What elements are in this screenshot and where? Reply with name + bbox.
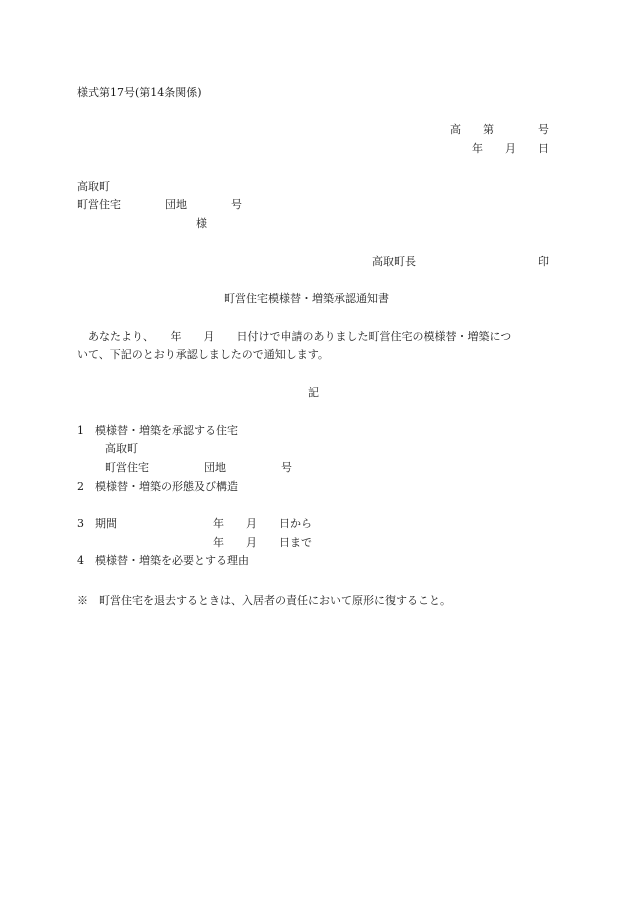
item-3-from: 年 月 日から bbox=[213, 517, 312, 530]
body-text-line-2: いて、下記のとおり承認しましたので通知します。 bbox=[77, 348, 329, 361]
issuer-name: 高取町長 bbox=[372, 255, 416, 268]
item-3-heading: 3 期間 bbox=[77, 517, 117, 530]
recipient-honorific: 様 bbox=[196, 217, 207, 230]
seal-mark: 印 bbox=[538, 255, 549, 268]
form-number: 様式第17号(第14条関係) bbox=[77, 86, 202, 99]
item-2-heading: 2 模様替・増築の形態及び構造 bbox=[77, 480, 238, 493]
note: ※ 町営住宅を退去するときは、入居者の責任において原形に復すること。 bbox=[77, 594, 451, 607]
recipient-address: 町営住宅 団地 号 bbox=[77, 198, 242, 211]
document-title: 町営住宅模様替・増築承認通知書 bbox=[224, 292, 389, 305]
body-text-line-1: あなたより、 年 月 日付けで申請のありました町営住宅の模様替・増築につ bbox=[88, 330, 512, 343]
item-1-address: 町営住宅 団地 号 bbox=[105, 461, 292, 474]
document-date: 年 月 日 bbox=[472, 142, 549, 155]
item-1-heading: 1 模様替・増築を承認する住宅 bbox=[77, 424, 238, 437]
ki-heading: 記 bbox=[308, 386, 319, 399]
recipient-town: 高取町 bbox=[77, 180, 110, 193]
item-4-heading: 4 模様替・増築を必要とする理由 bbox=[77, 554, 249, 567]
item-3-to: 年 月 日まで bbox=[213, 536, 312, 549]
document-number: 高 第 号 bbox=[450, 123, 549, 136]
item-1-town: 高取町 bbox=[105, 442, 138, 455]
